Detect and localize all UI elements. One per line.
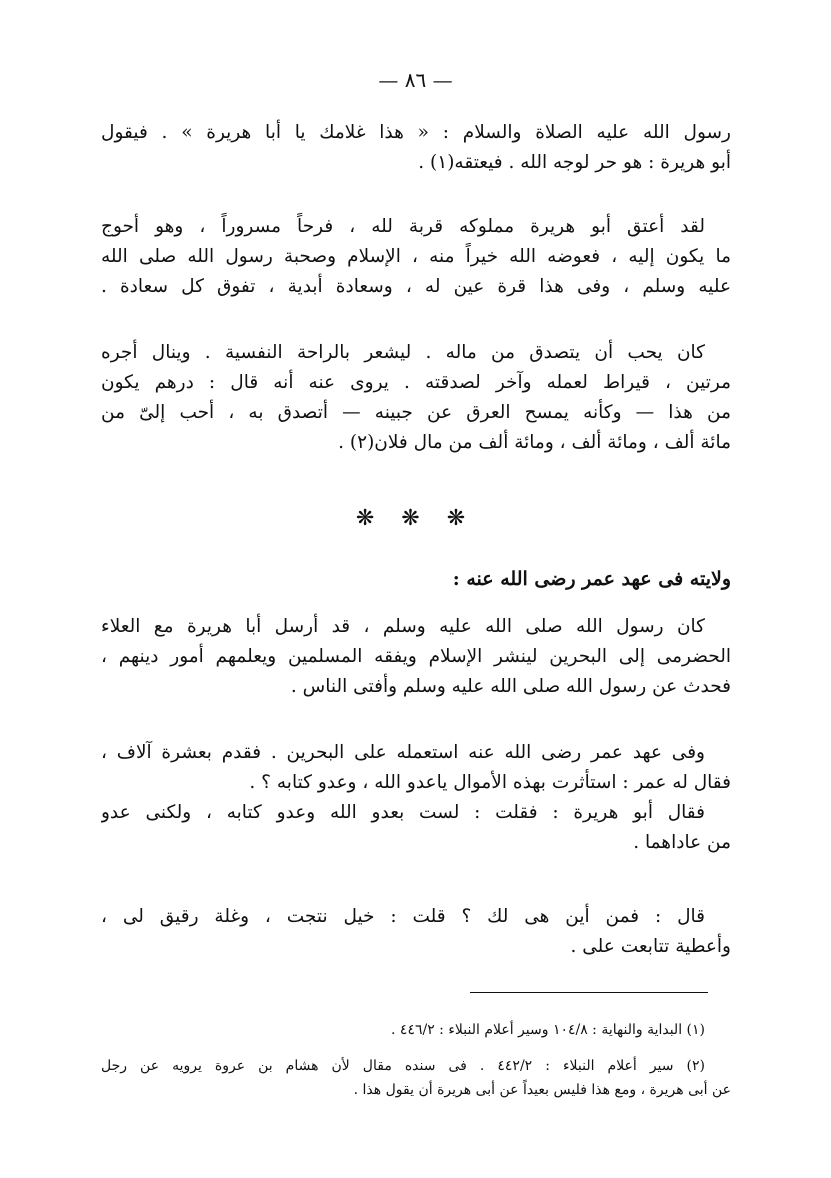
paragraph-line: فحدث عن رسول الله صلى الله عليه وسلم وأفتى الناس . xyxy=(290,676,731,697)
paragraph-2 xyxy=(101,212,731,302)
footnote-separator xyxy=(470,992,708,993)
paragraph-line: الحضرمى إلى البحرين لينشر الإسلام ويفقه المسلمين ويعلمهم أمور دينهم ، xyxy=(101,646,731,667)
paragraph-line: لقد أعتق أبو هريرة مملوكه قربة لله ، فرحاً مسروراً ، وهو أحوج xyxy=(101,216,705,237)
paragraph-line: مرتين ، قيراط لعمله وآخر لصدقته . يروى عنه أنه قال : درهم يكون xyxy=(101,372,731,393)
footnote-2 xyxy=(101,1054,731,1102)
paragraph-line: أبو هريرة : هو حر لوجه الله . فيعتقه(١) . xyxy=(418,152,731,173)
paragraph-6 xyxy=(101,902,731,962)
paragraph-line: وفى عهد عمر رضى الله عنه استعمله على البحرين . فقدم بعشرة آلاف ، xyxy=(101,742,705,763)
paragraph-4 xyxy=(101,612,731,702)
paragraph-line: ما يكون إليه ، فعوضه الله خيراً منه ، الإسلام وصحبة رسول الله صلى الله xyxy=(101,246,731,267)
paragraph-1 xyxy=(101,118,731,178)
section-divider-ornament: ❋ ❋ ❋ xyxy=(355,506,476,531)
paragraph-line: مائة ألف ، ومائة ألف ، ومائة ألف من مال فلان(٢) . xyxy=(338,432,731,453)
paragraph-line: من هذا — وكأنه يمسح العرق عن جبينه — أتصدق به ، أحب إلىّ من xyxy=(101,402,731,423)
paragraph-line: فقال له عمر : استأثرت بهذه الأموال ياعدو الله ، وعدو كتابه ؟ . xyxy=(249,772,731,793)
paragraph-line: وأعطية تتابعت على . xyxy=(570,936,731,957)
paragraph-line: فقال أبو هريرة : فقلت : لست بعدو الله وعدو كتابه ، ولكنى عدو xyxy=(101,802,705,823)
paragraph-5 xyxy=(101,738,731,858)
page-number: — ٨٦ — xyxy=(378,68,453,92)
section-heading: ولايته فى عهد عمر رضى الله عنه : xyxy=(452,568,731,590)
footnote-1 xyxy=(101,1018,731,1042)
paragraph-3 xyxy=(101,338,731,458)
footnote-line: (١) البداية والنهاية : ١٠٤/٨ وسير أعلام النبلاء : ٤٤٦/٢ . xyxy=(391,1022,705,1038)
paragraph-line: عليه وسلم ، وفى هذا قرة عين له ، وسعادة أبدية ، تفوق كل سعادة . xyxy=(101,276,731,297)
paragraph-line: من عاداهما . xyxy=(633,832,731,853)
footnote-line: عن أبى هريرة ، ومع هذا فليس بعيداً عن أبى هريرة أن يقول هذا . xyxy=(353,1082,731,1098)
paragraph-line: قال : فمن أين هى لك ؟ قلت : خيل نتجت ، وغلة رقيق لى ، xyxy=(101,906,705,927)
paragraph-line: رسول الله عليه الصلاة والسلام : « هذا غلامك يا أبا هريرة » . فيقول xyxy=(101,122,731,143)
paragraph-line: كان يحب أن يتصدق من ماله . ليشعر بالراحة النفسية . وينال أجره xyxy=(101,342,705,363)
paragraph-line: كان رسول الله صلى الله عليه وسلم ، قد أرسل أبا هريرة مع العلاء xyxy=(101,616,705,637)
footnote-line: (٢) سير أعلام النبلاء : ٤٤٢/٢ . فى سنده مقال لأن هشام بن عروة يرويه عن رجل xyxy=(101,1058,705,1074)
